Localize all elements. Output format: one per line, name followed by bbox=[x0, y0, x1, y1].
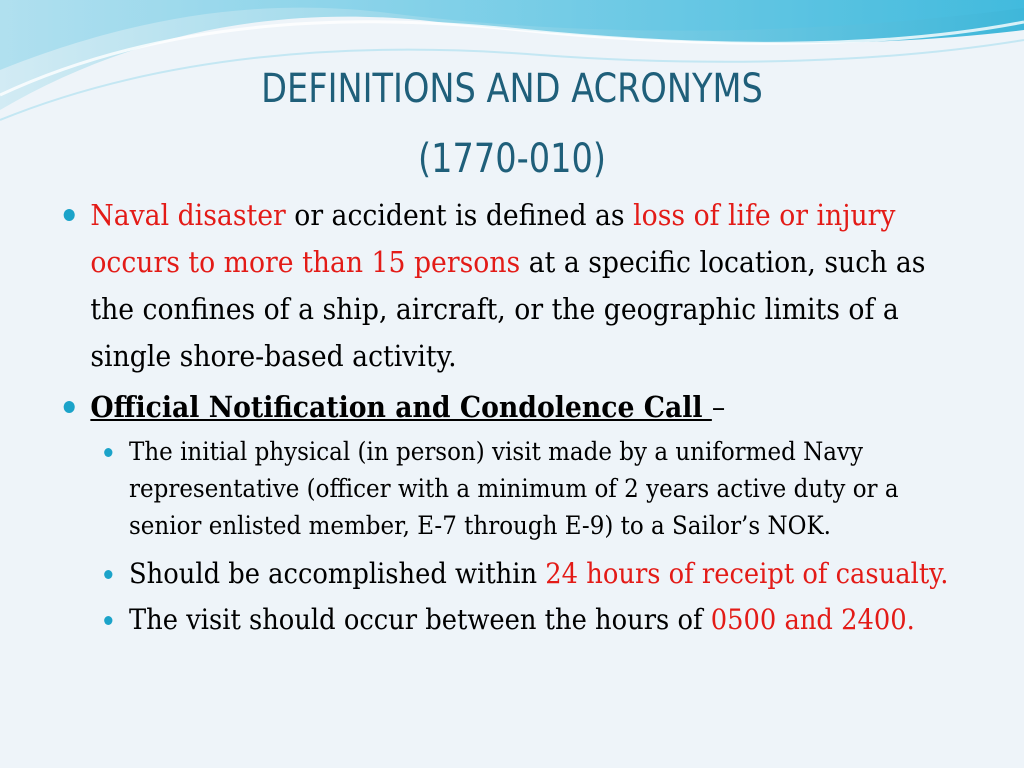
sub-bullet-accomplished bbox=[60, 552, 957, 596]
sub-bullet-dot-icon bbox=[104, 570, 112, 579]
title-line-2: (1770-010) bbox=[417, 136, 606, 182]
visit-hours-highlight: 0500 and 2400. bbox=[710, 603, 915, 636]
bullet-official-notification bbox=[60, 384, 964, 431]
sub-bullet-dot-icon bbox=[104, 448, 112, 457]
bullet-naval-disaster bbox=[60, 192, 964, 380]
naval-disaster-term: Naval disaster bbox=[90, 198, 286, 232]
visit-hours-text: The visit should occur between the hours of bbox=[129, 603, 711, 636]
title-line-1: DEFINITIONS AND ACRONYMS bbox=[261, 66, 763, 112]
naval-disaster-highlight: loss of life or injury occurs to more than 15 persons bbox=[90, 198, 896, 279]
accomplished-text: Should be accomplished within bbox=[129, 557, 546, 590]
initial-visit-text: The initial physical (in person) visit made by a uniformed Navy representative (officer with a minimum of 2 years active duty or a senior enlisted member, E-7 through E-9) to a Sailor’s NOK. bbox=[129, 437, 899, 540]
slide-title bbox=[149, 54, 875, 194]
naval-disaster-text-2: at a specific location, such as the confines of a ship, aircraft, or the geographic limits of a single shore-based activity. bbox=[90, 245, 926, 373]
accomplished-highlight: 24 hours of receipt of casualty. bbox=[545, 557, 949, 590]
sub-bullet-initial-visit bbox=[60, 433, 957, 544]
sub-bullet-visit-hours bbox=[60, 598, 957, 642]
bullet-dot-icon bbox=[64, 401, 75, 413]
official-notification-dash: – bbox=[711, 390, 726, 424]
bullet-dot-icon bbox=[64, 209, 75, 221]
slide-body bbox=[60, 192, 960, 642]
sub-bullet-dot-icon bbox=[104, 616, 112, 625]
naval-disaster-text-1: or accident is defined as bbox=[285, 198, 634, 232]
official-notification-term: Official Notification and Condolence Call bbox=[90, 390, 712, 424]
